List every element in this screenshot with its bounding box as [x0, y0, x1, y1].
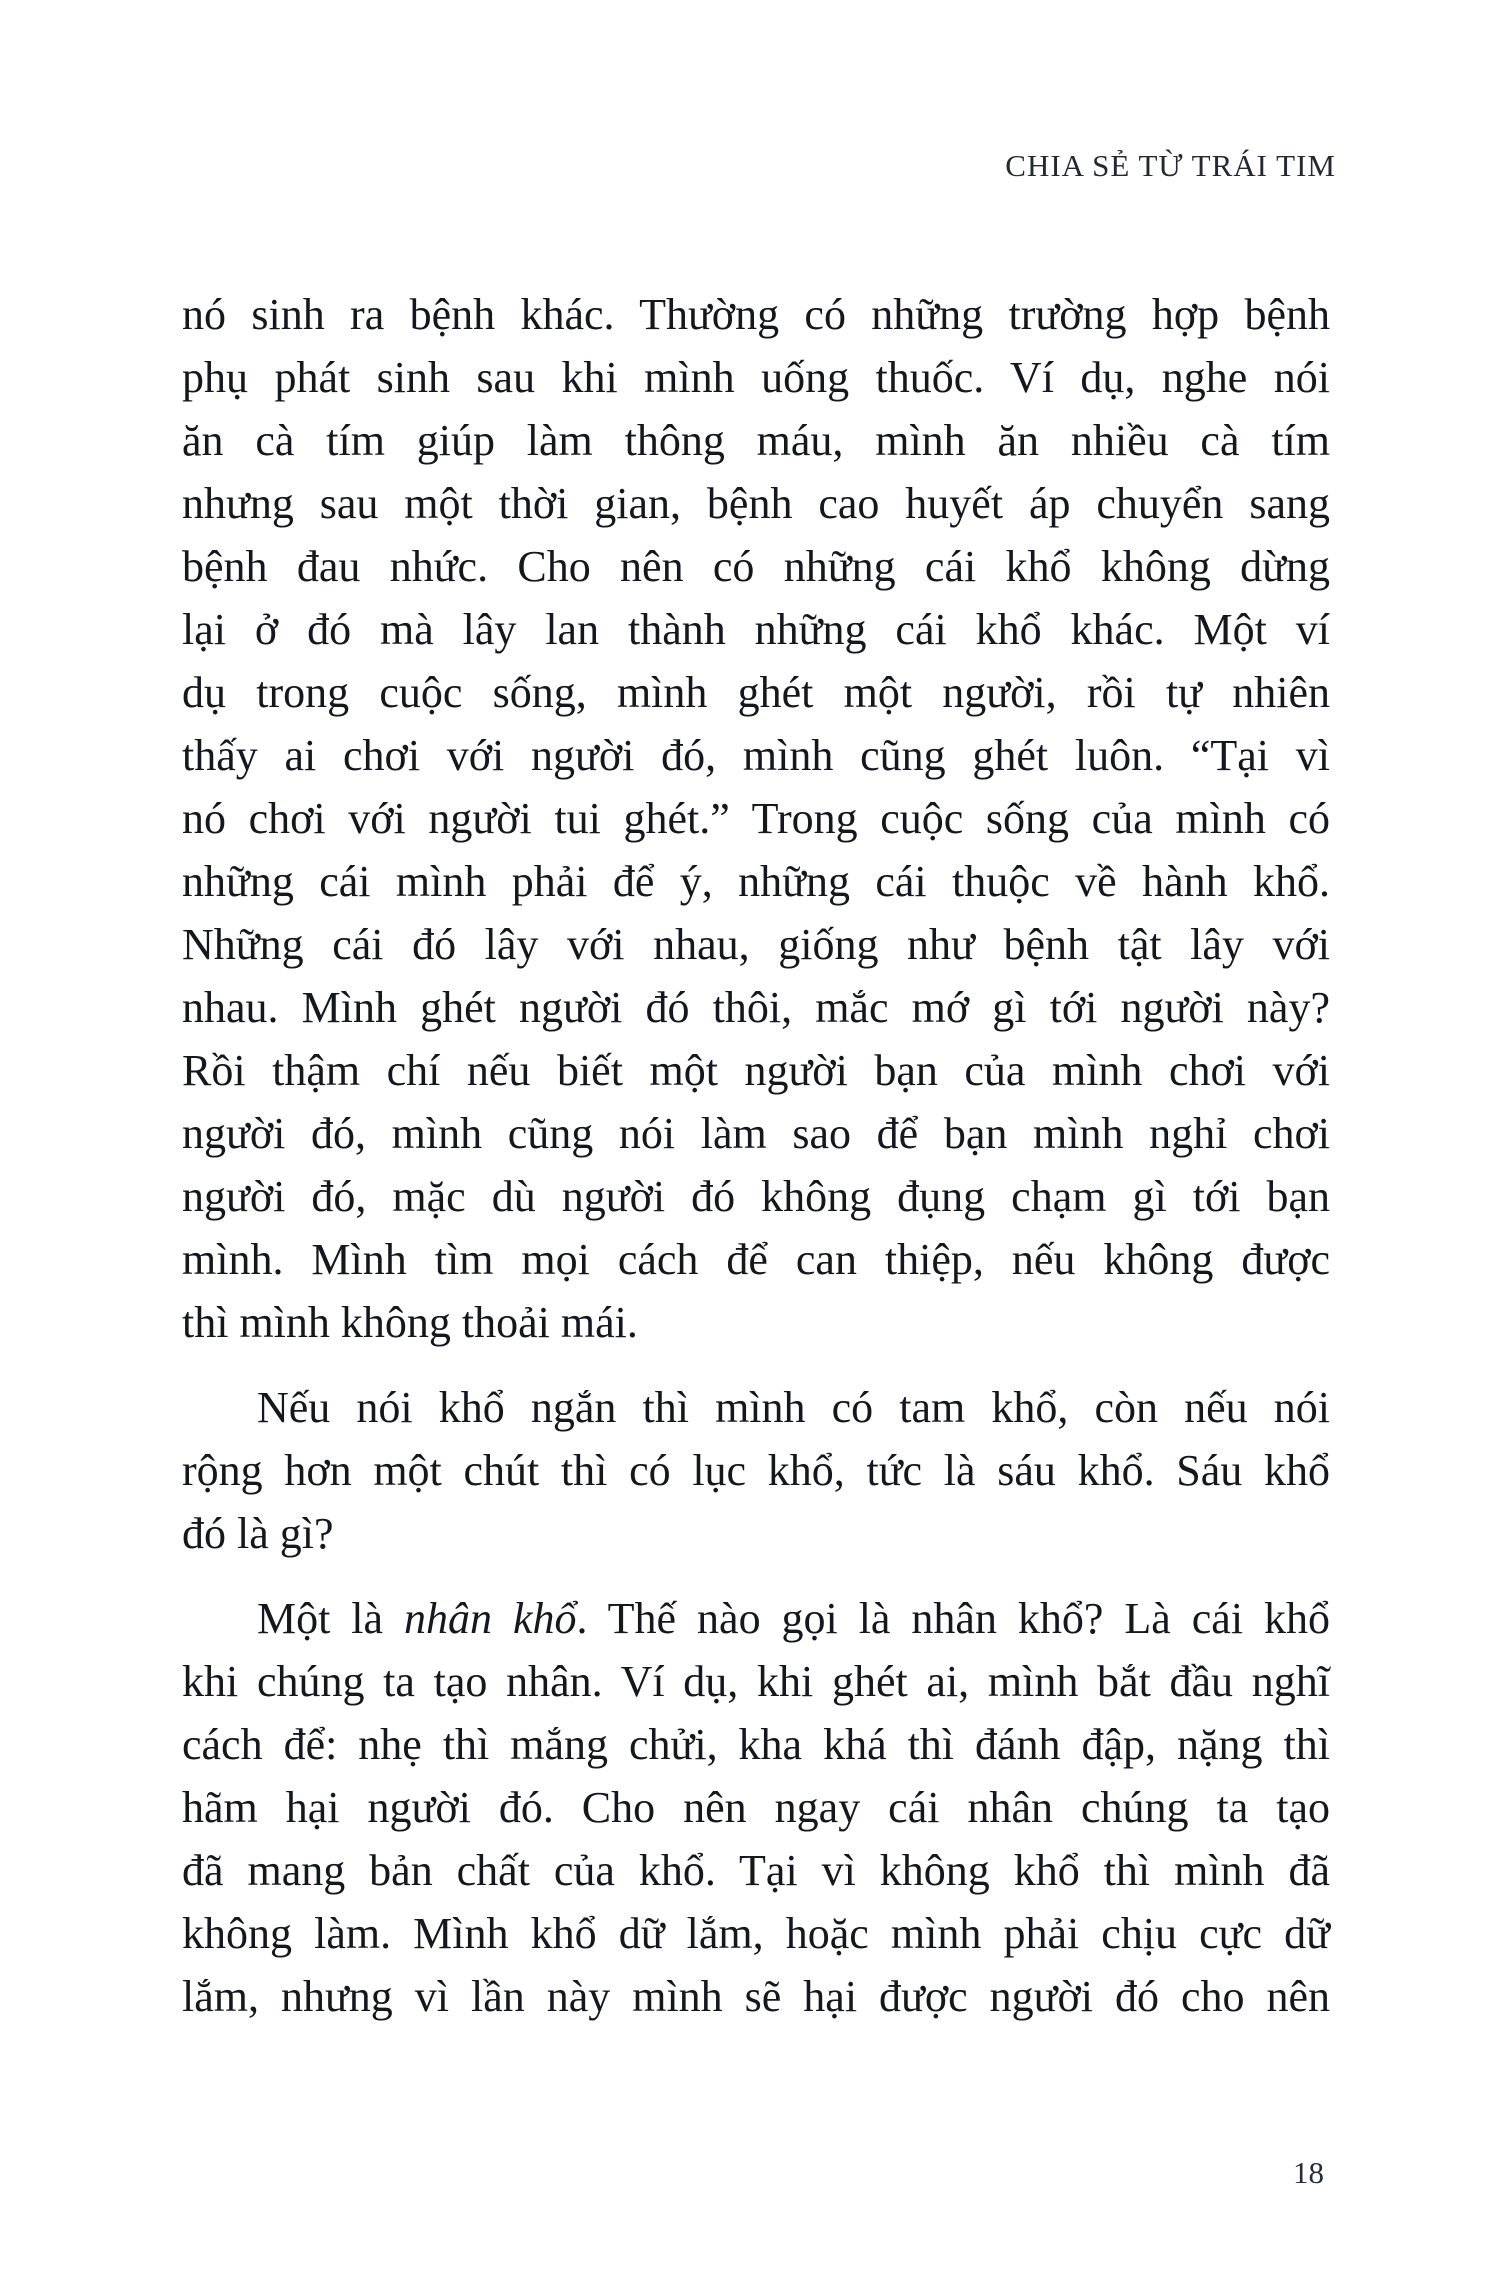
- text-segment: không làm. Mình khổ dữ lắm, hoặc mình phải chịu cực dữ: [182, 1909, 1330, 1958]
- text-segment: nó chơi với người tui ghét.” Trong cuộc sống của mình có: [182, 794, 1330, 843]
- text-line: [182, 1291, 1330, 1354]
- text-line: [182, 346, 1330, 409]
- text-segment: phụ phát sinh sau khi mình uống thuốc. Ví dụ, nghe nói: [182, 353, 1330, 402]
- text-segment: Một là: [257, 1594, 405, 1643]
- text-segment: hãm hại người đó. Cho nên ngay cái nhân chúng ta tạo: [182, 1783, 1330, 1832]
- text-segment: khi chúng ta tạo nhân. Ví dụ, khi ghét ai, mình bắt đầu nghĩ: [182, 1657, 1330, 1706]
- text-segment: lắm, nhưng vì lần này mình sẽ hại được người đó cho nên: [182, 1972, 1330, 2021]
- text-segment: nó sinh ra bệnh khác. Thường có những trường hợp bệnh: [182, 290, 1330, 339]
- text-line: [182, 1713, 1330, 1776]
- text-segment: nhưng sau một thời gian, bệnh cao huyết áp chuyển sang: [182, 479, 1330, 528]
- text-segment: lại ở đó mà lây lan thành những cái khổ khác. Một ví: [182, 605, 1330, 654]
- text-line: [182, 1439, 1330, 1502]
- text-line: [182, 1039, 1330, 1102]
- running-header: CHIA SẺ TỪ TRÁI TIM: [1005, 148, 1336, 183]
- text-segment: cách để: nhẹ thì mắng chửi, kha khá thì đánh đập, nặng thì: [182, 1720, 1330, 1769]
- text-line: [182, 283, 1330, 346]
- text-line: [182, 787, 1330, 850]
- body-text: [182, 283, 1330, 2028]
- italic-term: nhân khổ: [404, 1594, 577, 1643]
- text-line: [182, 976, 1330, 1039]
- text-line: [182, 850, 1330, 913]
- text-line: [182, 1102, 1330, 1165]
- text-line: [182, 1965, 1330, 2028]
- text-segment: ăn cà tím giúp làm thông máu, mình ăn nhiều cà tím: [182, 416, 1330, 465]
- text-line: [182, 1502, 1330, 1565]
- text-segment: người đó, mặc dù người đó không đụng chạm gì tới bạn: [182, 1172, 1330, 1221]
- text-segment: mình. Mình tìm mọi cách để can thiệp, nếu không được: [182, 1235, 1330, 1284]
- text-line: [182, 724, 1330, 787]
- text-line: [182, 598, 1330, 661]
- text-line: [182, 472, 1330, 535]
- text-line: [182, 1776, 1330, 1839]
- page-number: 18: [1293, 2155, 1324, 2190]
- text-segment: dụ trong cuộc sống, mình ghét một người, rồi tự nhiên: [182, 668, 1330, 717]
- text-line: [182, 1839, 1330, 1902]
- text-segment: thấy ai chơi với người đó, mình cũng ghét luôn. “Tại vì: [182, 731, 1330, 780]
- paragraph: [182, 1587, 1330, 2028]
- text-segment: người đó, mình cũng nói làm sao để bạn mình nghỉ chơi: [182, 1109, 1330, 1158]
- text-segment: nhau. Mình ghét người đó thôi, mắc mớ gì tới người này?: [182, 983, 1330, 1032]
- text-line: [182, 1650, 1330, 1713]
- paragraph: [182, 1376, 1330, 1565]
- text-line: [182, 409, 1330, 472]
- text-segment: thì mình không thoải mái.: [182, 1298, 638, 1347]
- text-line: [182, 535, 1330, 598]
- text-line: [182, 1165, 1330, 1228]
- text-segment: Nếu nói khổ ngắn thì mình có tam khổ, còn nếu nói: [257, 1383, 1330, 1432]
- text-line: [182, 1902, 1330, 1965]
- text-line: [182, 1376, 1330, 1439]
- text-line: [182, 1587, 1330, 1650]
- text-segment: Rồi thậm chí nếu biết một người bạn của mình chơi với: [182, 1046, 1330, 1095]
- paragraph: [182, 283, 1330, 1354]
- text-line: [182, 661, 1330, 724]
- text-segment: đã mang bản chất của khổ. Tại vì không khổ thì mình đã: [182, 1846, 1330, 1895]
- text-segment: . Thế nào gọi là nhân khổ? Là cái khổ: [576, 1594, 1330, 1643]
- text-segment: Những cái đó lây với nhau, giống như bệnh tật lây với: [182, 920, 1330, 969]
- text-line: [182, 913, 1330, 976]
- text-segment: đó là gì?: [182, 1509, 334, 1558]
- text-segment: những cái mình phải để ý, những cái thuộc về hành khổ.: [182, 857, 1330, 906]
- text-segment: rộng hơn một chút thì có lục khổ, tức là sáu khổ. Sáu khổ: [182, 1446, 1330, 1495]
- text-line: [182, 1228, 1330, 1291]
- text-segment: bệnh đau nhức. Cho nên có những cái khổ không dừng: [182, 542, 1330, 591]
